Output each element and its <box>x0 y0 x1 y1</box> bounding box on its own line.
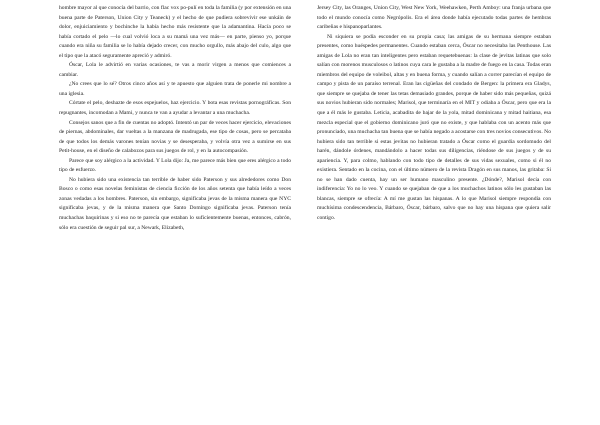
right-page <box>317 4 551 224</box>
left-paragraph-6: Parece que soy alérgico a la actividad. Y Lola dijo: Ja, me parece más bien que eres alérgico a todo tipo de esfuerzo. <box>59 157 291 174</box>
left-paragraph-4: Córtate el pelo, deshazte de esos espejuelos, haz ejercicio. Y bota esas revistas pornográficas. Son repugnantes, incomodan a Mami, y nunca te van a ayudar a levantar a una muchacha. <box>59 100 291 117</box>
left-paragraph-3: ¿No crees que lo sé? Otros cinco años así y te apuesto que alguien trata de ponerle mi nombre a una iglesia. <box>59 81 291 97</box>
left-paragraph-5: Consejos sanos que a fin de cuentas no adoptó. Intentó un par de veces hacer ejercicio, elevaciones de piernas, abdominales, dar vueltas a la manzana de madrugada, ese tipo de cosas, pero se percataba de que todos los demás varones tenían novias y se desesperaba, y volvía otra vez a sumirse en sus Petit-house, en el diseño de calabozos para sus juegos de rol, y en la autocompasión. <box>59 119 291 155</box>
right-paragraph-1: Jersey City, las Oranges, Union City, West New York, Weehawken, Perth Amboy: una franja urbana que todo el mundo conocía como Negrópolis. Era el área donde había ejecutado todas partes de hembras caribeñas e hispanoparlantes. <box>317 5 551 31</box>
left-page <box>59 4 291 233</box>
left-paragraph-7: No hubiera sido una existencia tan terrible de haber sido Paterson y sus alrededores como Don Bosco o como esas novelas feministas de ciencia ficción de los años setenta que había leído a veces zonas vedadas a los hombres. Paterson, sin embargo, significaba jevas de la misma manera que NYC significaba jevas, y de la misma manera que Santo Domingo significaba jevas. Paterson tenía muchachas baquirinas y si eso no te parecía que estaban lo suficientemente buenas, entonces, cabrón, sólo era cuestión de seguir pal sur, a Newark, Elizabeth, <box>59 176 291 231</box>
right-paragraph-2: Ni siquiera se podía esconder en su propia casa; las amigas de su hermana siempre estaban presentes, como huéspedes permanentes. Cuando estaban cerca, Óscar no necesitaba las Penthouse. Las amigas de Lola no eran tan inteligentes pero estaban requetebuenas: la clase de jevitas latinas que solo salían con morenos musculosos o latinos cuya cara le gustaba a la madre de fuego en la casa. Todas eran miembros del equipo de voleibol, altas y en buena forma, y cuando salían a correr parecían el equipo de campo y pista de un paraíso terrenal. Eran las cigüeñas del condado de Bergen: la primera era Gladys, que siempre se quejaba de tener las tetas demasiado grandes, porque de haber sido más pequeñas, quizá sus novios hubieran sido normales; Marisol, que terminaría en el MIT y odiaba a Óscar, pero que era la que a él más le gustaba. Leticia, acabadita de bajar de la yola, mitad dominicana y mitad haitiana, esa mezcla especial que el gobierno dominicano juró que no existe, y que hablaba con un acento más que pronunciado, una muchacha tan buena que se había negado a acostarse con tres novios consecutivos. No hubiera sido tan terrible si estas jevitas no hubieran tratado a Óscar como el guardia sordomudo del harén, dándole órdenes, mandándolo a hacer todas sus diligencias, riéndose de sus juegos y de su apariencia. Y, para colmo, hablando con todo tipo de detalles de sus vidas sexuales, como si él no existiera. Sentado en la cocina, con el último número de la revista Dragón en sus manos, las gritaba: Si no se han dado cuenta, hay un ser humano masculino presente. ¿Dónde?, Marisol decía con indiferencia: Yo no lo veo. Y cuando se quejaban de que a los muchachos latinos sólo les gustaban las blancas, siempre se ofrecía: A mí me gustan las hispanas. A lo que Marisol siempre respondía con muchísima condescendencia, Bárbaro, Óscar, bárbaro, salvo que no hay una hispana que quiera salir contigo. <box>317 33 551 222</box>
left-paragraph-2: Óscar, Lola le advirtió en varias ocasiones, te vas a morir virgen a menos que comiences a cambiar. <box>59 62 291 78</box>
left-paragraph-1: hombre mayor al que conocía del barrio, con flac vox po-pulí en toda la familia (y por extensión en una buena parte de Paterson, Union City y Teaneck) y el hecho de que pudiera sobrevivir ese unkáin de dolor, enjuiciamiento y bochinche la había hecho más resistente que la adamantina. Hacía poco se había cortado el pelo —lo cual volvió loca a su mamá una vez más— en parte, pienso yo, porque cuando era niña su familia se lo había dejado crecer, con mucho orgullo, más abajo del culo, algo que el tipo que la atacó seguramente apreció y admiró. <box>59 5 291 59</box>
